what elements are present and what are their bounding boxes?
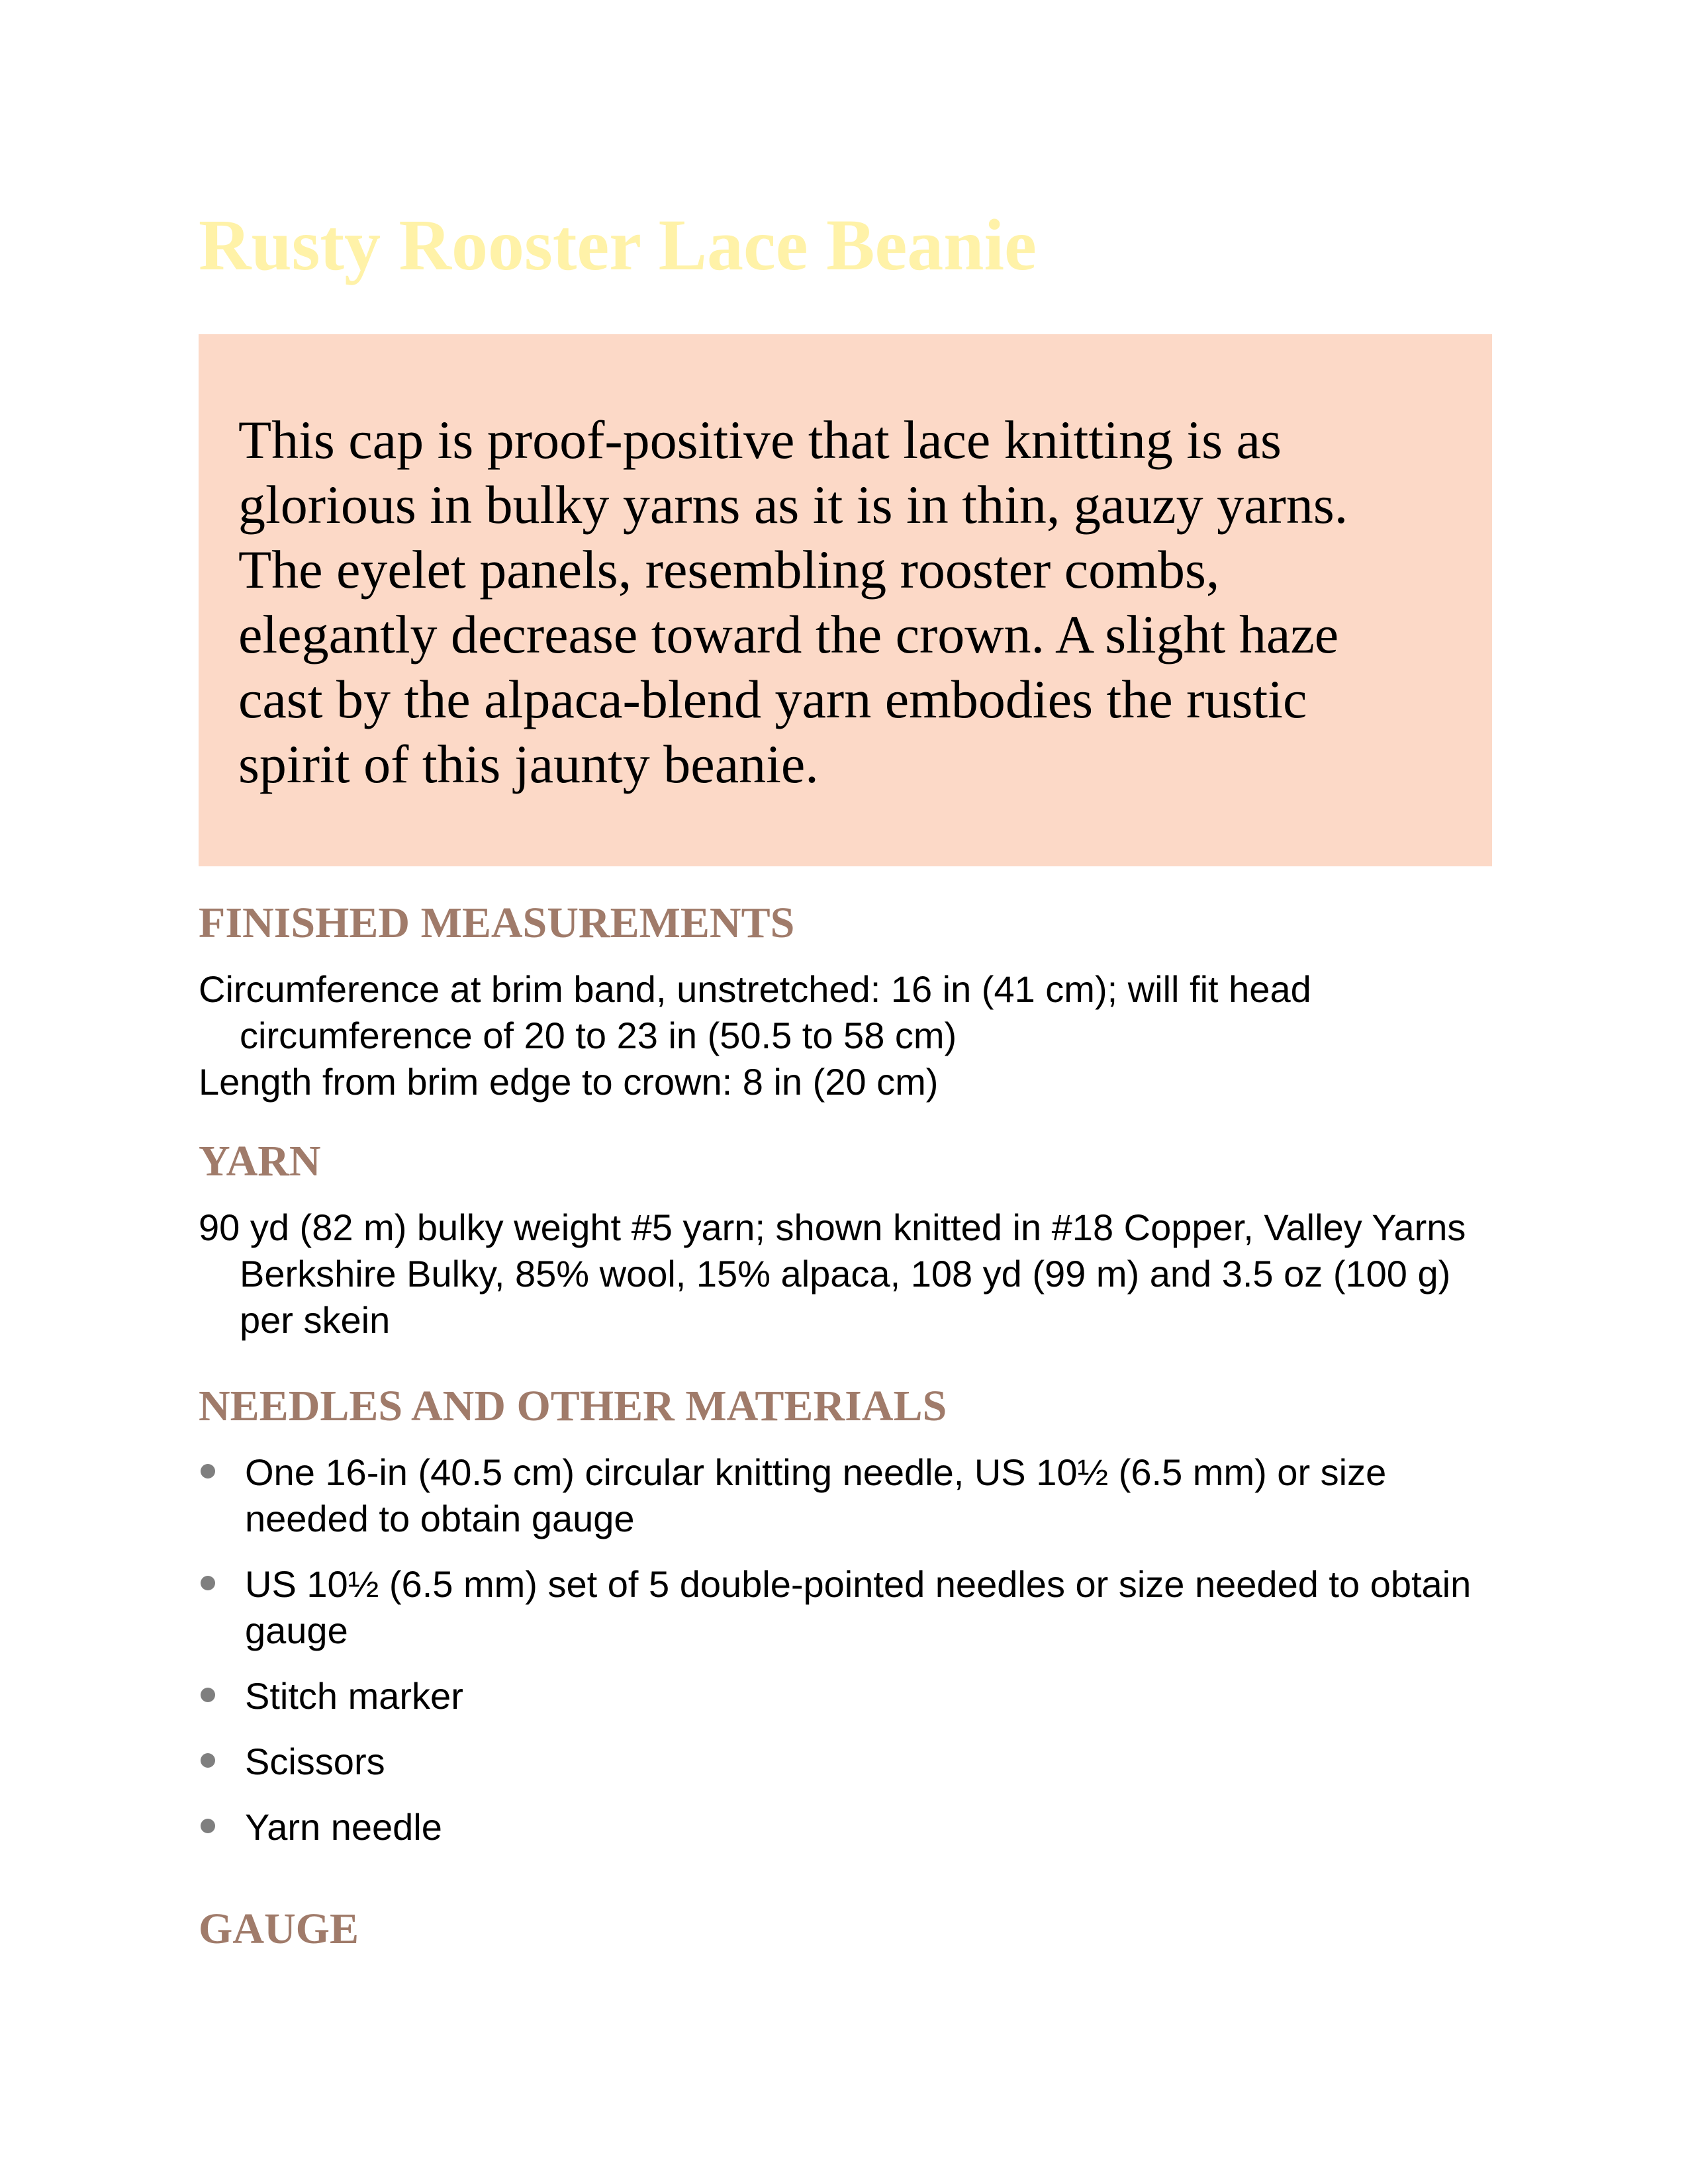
intro-box — [199, 334, 1492, 866]
measurement-length: Length from brim edge to crown: 8 in (20 cm) — [199, 1061, 939, 1103]
intro-text: This cap is proof-positive that lace knitting is as glorious in bulky yarns as it is in thin, gauzy yarns. The eyelet panels, resembling rooster combs, elegantly decrease toward the crown. A slight haze cast by the alpaca-blend yarn embodies the rustic spirit of this jaunty beanie. — [238, 410, 1348, 794]
bullet-dot-icon — [201, 1819, 215, 1833]
measurement-circumference: Circumference at brim band, unstretched: 16 in (41 cm); will fit head circumference of 20 to 23 in (50.5 to 58 cm) — [199, 968, 1311, 1056]
list-item — [199, 1804, 1489, 1850]
list-item — [199, 1673, 1489, 1719]
list-item-text: Stitch marker — [245, 1675, 463, 1717]
list-item — [199, 1739, 1489, 1785]
gauge-heading: GAUGE — [199, 1905, 359, 1953]
bullet-dot-icon — [201, 1576, 215, 1590]
pattern-title: Rusty Rooster Lace Beanie — [199, 205, 1037, 285]
list-item-text: Scissors — [245, 1741, 385, 1782]
finished-measurements-heading: FINISHED MEASUREMENTS — [199, 899, 795, 947]
list-item — [199, 1561, 1489, 1654]
list-item — [199, 1449, 1489, 1542]
bullet-dot-icon — [201, 1688, 215, 1702]
bullet-dot-icon — [201, 1753, 215, 1768]
list-item-text: Yarn needle — [245, 1806, 442, 1848]
yarn-heading: YARN — [199, 1137, 321, 1185]
materials-list — [199, 1449, 1489, 1870]
bullet-dot-icon — [201, 1464, 215, 1479]
yarn-description: 90 yd (82 m) bulky weight #5 yarn; shown knitted in #18 Copper, Valley Yarns Berkshire Bulky, 85% wool, 15% alpaca, 108 yd (99 m) and 3.5 oz (100 g) per skein — [199, 1206, 1466, 1341]
list-item-text: US 10½ (6.5 mm) set of 5 double-pointed needles or size needed to obtain gauge — [245, 1563, 1472, 1651]
list-item-text: One 16-in (40.5 cm) circular knitting needle, US 10½ (6.5 mm) or size needed to obtain gauge — [245, 1451, 1387, 1539]
needles-heading: NEEDLES AND OTHER MATERIALS — [199, 1382, 947, 1430]
